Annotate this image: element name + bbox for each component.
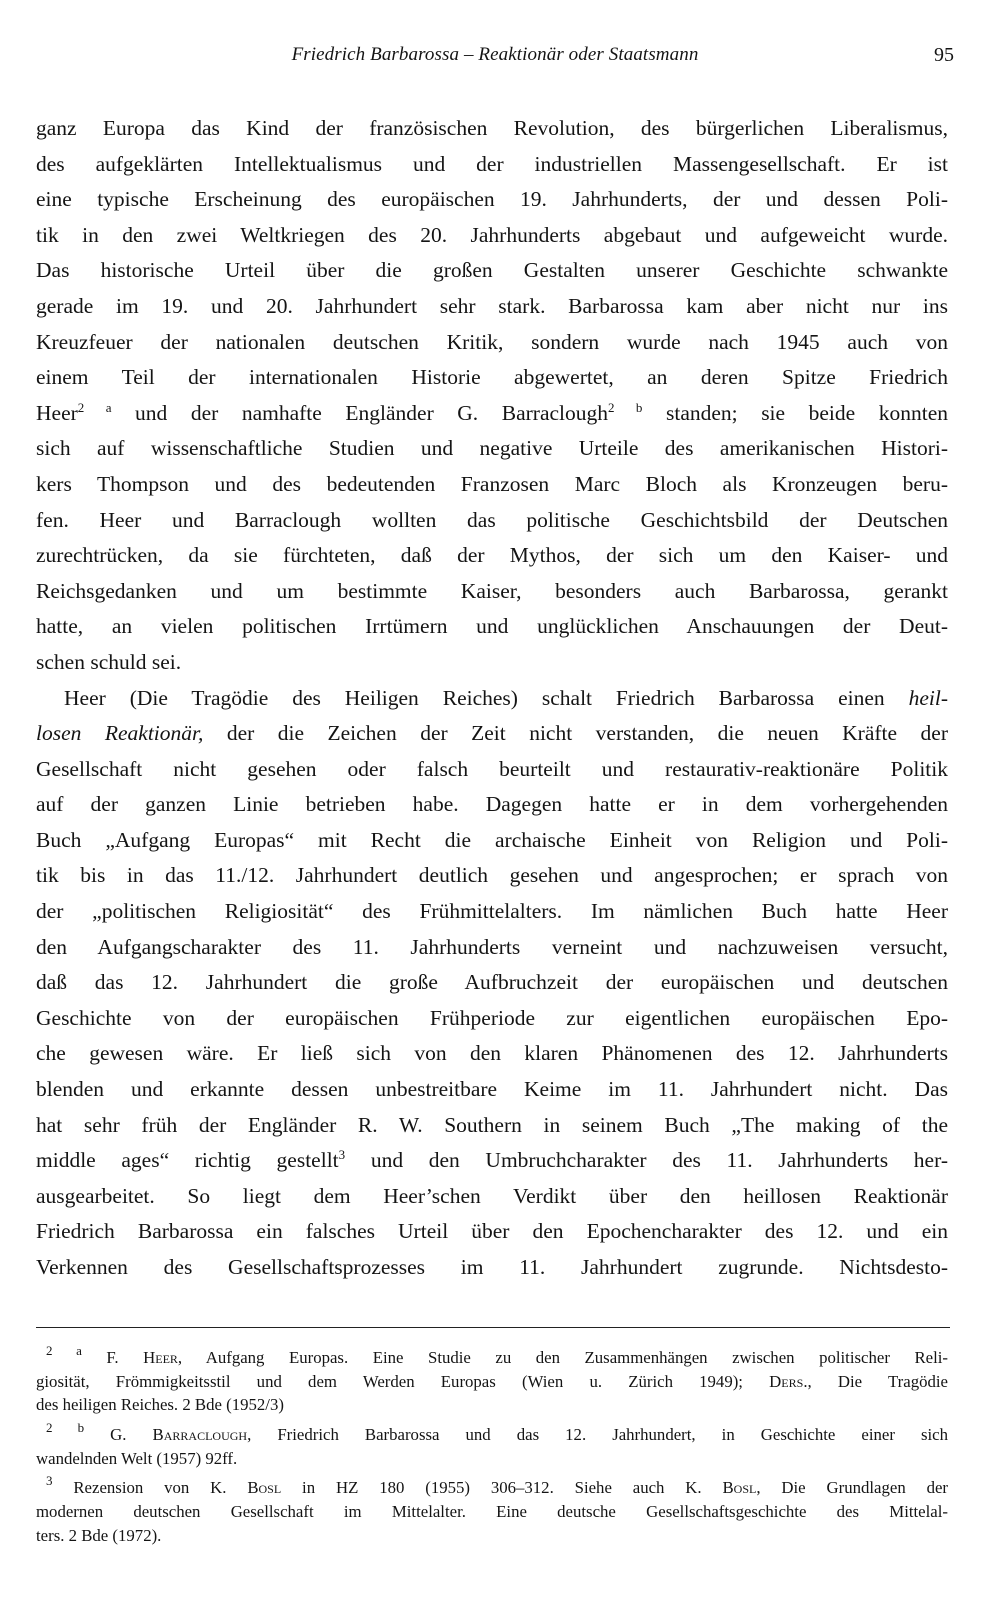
text-line: blenden und erkannte dessen unbestreitbare Keime im 11. Jahrhundert nicht. Das [36, 1077, 948, 1102]
author-name: Bosl [722, 1478, 757, 1498]
footnote-mark: 2 b [46, 1423, 85, 1436]
text-line: ganz Europa das Kind der französischen Revolution, des bürgerlichen Liberalismus, [36, 116, 948, 140]
text-line: eine typische Erscheinung des europäischen 19. Jahrhunderts, der und dessen Poli- [36, 187, 948, 212]
author-name: Heer [143, 1348, 178, 1367]
text-line: tik in den zwei Weltkriegen des 20. Jahrhunderts abgebaut und aufgeweicht wurde. [36, 222, 948, 247]
text-line: schen schuld sei. [36, 649, 182, 674]
footnote-mark: 3 [46, 1476, 53, 1489]
footnote-text: ., Die Tragödie [803, 1371, 948, 1391]
text-line: Gesellschaft nicht gesehen oder falsch beurteilt und restaurativ-reaktionäre Politik [36, 756, 948, 781]
text-segment: Heer (Die Tragödie des Heiligen Reiches) schalt Friedrich Barbarossa einen [64, 685, 909, 710]
text-line: kers Thompson und des bedeutenden Franzosen Marc Bloch als Kronzeugen beru- [36, 471, 948, 496]
footnote-line: ters. 2 Bde (1972). [36, 1525, 162, 1545]
footnote-ref-2a[interactable]: 2 a [77, 399, 112, 415]
author-name: Bosl [247, 1478, 282, 1498]
footnote-2a [36, 1346, 948, 1370]
text-line [36, 1143, 948, 1179]
footnote-text: Rezension von K. [52, 1478, 248, 1498]
text-line: Verkennen des Gesellschaftsprozesses im 11. Jahrhundert zugrunde. Nichtsdesto- [36, 1255, 948, 1279]
text-line: Kreuzfeuer der nationalen deutschen Kritik, sondern wurde nach 1945 auch von [36, 329, 948, 354]
text-line: der „politischen Religiosität“ des Frühmittelalters. Im nämlichen Buch hatte Heer [36, 899, 948, 924]
running-head [36, 44, 954, 74]
text-segment: und der namhafte Engländer G. Barraclough [111, 400, 608, 425]
text-segment: der die Zeichen der Zeit nicht verstanden, die neuen Kräfte der [203, 721, 948, 746]
text-line: gerade im 19. und 20. Jahrhundert sehr stark. Barbarossa kam aber nicht nur ins [36, 293, 948, 318]
text-segment: middle ages“ richtig gestellt [36, 1148, 339, 1173]
text-segment: und den Umbruchcharakter des 11. Jahrhunderts her- [345, 1148, 948, 1173]
body-text [36, 111, 948, 1286]
footnote-line: wandelnden Welt (1957) 92ff. [36, 1448, 238, 1468]
footnote-ref-3[interactable]: 3 [338, 1147, 346, 1163]
text-line: daß das 12. Jahrhundert die große Aufbruchzeit der europäischen und deutschen [36, 970, 948, 995]
text-line: einem Teil der internationalen Historie abgewertet, an deren Spitze Friedrich [36, 365, 948, 390]
text-line: hat sehr früh der Engländer R. W. Southern in seinem Buch „The making of the [36, 1112, 948, 1137]
footnote-text: giosität, Frömmigkeitsstil und dem Werden Europas (Wien u. Zürich 1949); [36, 1371, 770, 1391]
emphasis-text: heil- [908, 685, 948, 710]
footnote-text: , Aufgang Europas. Eine Studie zu den Zusammenhängen zwischen politischer Reli- [177, 1348, 948, 1367]
footnote-text: in HZ 180 (1955) 306–312. Siehe auch K. [281, 1478, 723, 1498]
footnote-line: des heiligen Reiches. 2 Bde (1952/3) [36, 1395, 284, 1415]
text-line: ausgearbeitet. So liegt dem Heer’schen Verdikt über den heillosen Reaktionär [36, 1183, 948, 1208]
text-line [36, 681, 948, 717]
author-name: Ders [769, 1371, 804, 1391]
footnote-line [36, 1370, 948, 1394]
text-line: zurechtrücken, da sie fürchteten, daß der Mythos, der sich um den Kaiser- und [36, 543, 948, 568]
text-line [36, 716, 948, 752]
text-line [36, 396, 948, 432]
footnote-3 [36, 1476, 948, 1500]
emphasis-text: losen Reaktionär, [36, 721, 204, 746]
text-line: auf der ganzen Linie betrieben habe. Dagegen hatte er in dem vorhergehenden [36, 792, 948, 817]
author-name: Barraclough [152, 1425, 248, 1445]
text-line: des aufgeklärten Intellektualismus und der industriellen Massengesellschaft. Er ist [36, 151, 948, 176]
text-segment: Heer [36, 400, 78, 425]
text-line: sich auf wissenschaftliche Studien und negative Urteile des amerikanischen Histori- [36, 436, 948, 461]
page-number: 95 [934, 44, 954, 66]
footnote-text: G. [84, 1425, 153, 1445]
footnote-mark: 2 a [46, 1346, 82, 1358]
footnote-2b [36, 1423, 948, 1447]
text-segment: standen; sie beide konnten [642, 400, 948, 425]
text-line: Reichsgedanken und um bestimmte Kaiser, besonders auch Barbarossa, gerankt [36, 578, 948, 603]
footnotes [36, 1346, 948, 1548]
footnote-text: F. [81, 1348, 144, 1367]
footnote-line: modernen deutschen Gesellschaft im Mittelalter. Eine deutsche Gesellschaftsgeschichte des Mittelal- [36, 1502, 948, 1522]
footnote-text: , Friedrich Barbarossa und das 12. Jahrhundert, in Geschichte einer sich [247, 1425, 948, 1445]
footnote-ref-2b[interactable]: 2 b [608, 399, 643, 415]
text-line: Geschichte von der europäischen Frühperiode zur eigentlichen europäischen Epo- [36, 1005, 948, 1030]
text-line: Das historische Urteil über die großen Gestalten unserer Geschichte schwankte [36, 258, 948, 283]
text-line: tik bis in das 11./12. Jahrhundert deutlich gesehen und angesprochen; er sprach von [36, 863, 948, 888]
text-line: che gewesen wäre. Er ließ sich von den klaren Phänomenen des 12. Jahrhunderts [36, 1041, 948, 1066]
text-line: Buch „Aufgang Europas“ mit Recht die archaische Einheit von Religion und Poli- [36, 827, 948, 852]
text-line: hatte, an vielen politischen Irrtümern und unglücklichen Anschauungen der Deut- [36, 614, 948, 639]
text-line: den Aufgangscharakter des 11. Jahrhunderts verneint und nachzuweisen versucht, [36, 934, 948, 959]
running-title: Friedrich Barbarossa – Reaktionär oder Staatsmann [291, 44, 699, 65]
footnote-text: , Die Grundlagen der [756, 1478, 948, 1498]
text-line: Friedrich Barbarossa ein falsches Urteil über den Epochencharakter des 12. und ein [36, 1219, 948, 1244]
text-line: fen. Heer und Barraclough wollten das politische Geschichtsbild der Deutschen [36, 507, 948, 532]
footnote-divider [36, 1327, 950, 1328]
